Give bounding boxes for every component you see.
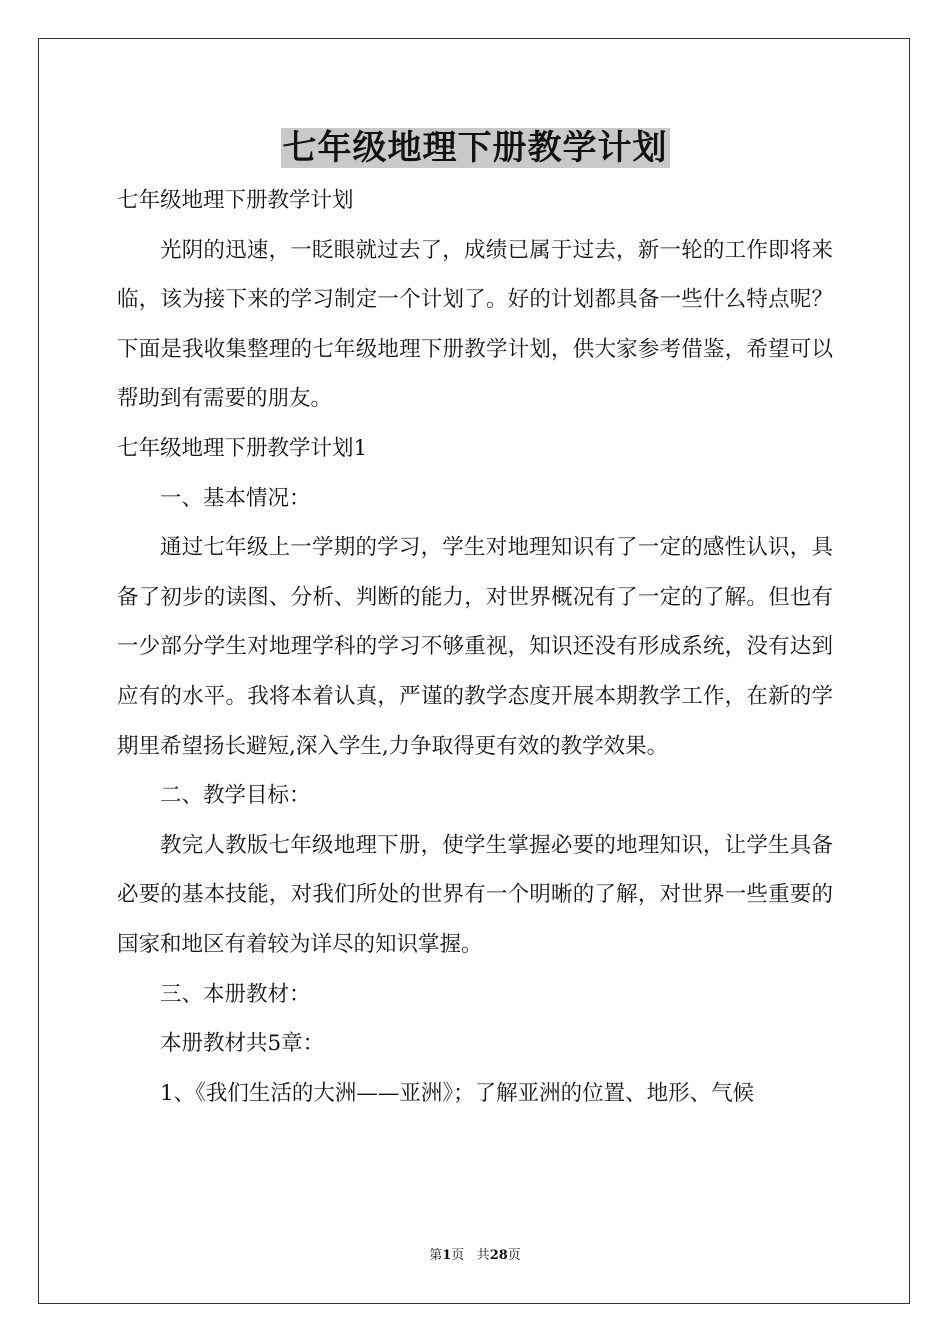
paragraph-chapter-1: 1、《我们生活的大洲——亚洲》；了解亚洲的位置、地形、气候 <box>160 1080 755 1106</box>
total-suffix: 页 <box>507 1248 521 1263</box>
total-pages: 28 <box>489 1248 508 1263</box>
page-number: 1 <box>442 1248 452 1263</box>
page-footer <box>0 1246 950 1266</box>
paragraph-textbook-chapters: 本册教材共5章： <box>160 1031 325 1057</box>
section-heading-plan-1: 七年级地理下册教学计划1 <box>117 435 368 461</box>
heading-basic-situation: 一、基本情况： <box>160 485 311 511</box>
heading-teaching-goals: 二、教学目标： <box>160 783 311 809</box>
heading-textbook: 三、本册教材： <box>160 981 311 1007</box>
page-prefix: 第 <box>429 1248 443 1263</box>
document-body <box>117 176 833 1118</box>
paragraph-teaching-goals: 教完人教版七年级地理下册，使学生掌握必要的地理知识，让学生具备必要的基本技能，对我们所处的世界有一个明晰的了解，对世界一些重要的国家和地区有着较为详尽的知识掌握。 <box>117 832 833 957</box>
paragraph-subtitle: 七年级地理下册教学计划 <box>117 188 354 213</box>
paragraph-intro: 光阴的迅速，一眨眼就过去了，成绩已属于过去，新一轮的工作即将来临，该为接下来的学习制定一个计划了。好的计划都具备一些什么特点呢？下面是我收集整理的七年级地理下册教学计划，供大家参考借鉴，希望可以帮助到有需要的朋友。 <box>117 237 833 412</box>
document-title <box>0 124 950 172</box>
page-suffix: 页 <box>451 1248 465 1263</box>
paragraph-basic-situation: 通过七年级上一学期的学习，学生对地理知识有了一定的感性认识，具备了初步的读图、分析、判断的能力，对世界概况有了一定的了解。但也有一少部分学生对地理学科的学习不够重视，知识还没有形成系统，没有达到应有的水平。我将本着认真，严谨的教学态度开展本期教学工作，在新的学期里希望扬长避短,深入学生,力争取得更有效的教学效果。 <box>117 535 833 759</box>
document-title-text: 七年级地理下册教学计划 <box>282 128 668 168</box>
total-prefix: 共 <box>476 1248 490 1263</box>
